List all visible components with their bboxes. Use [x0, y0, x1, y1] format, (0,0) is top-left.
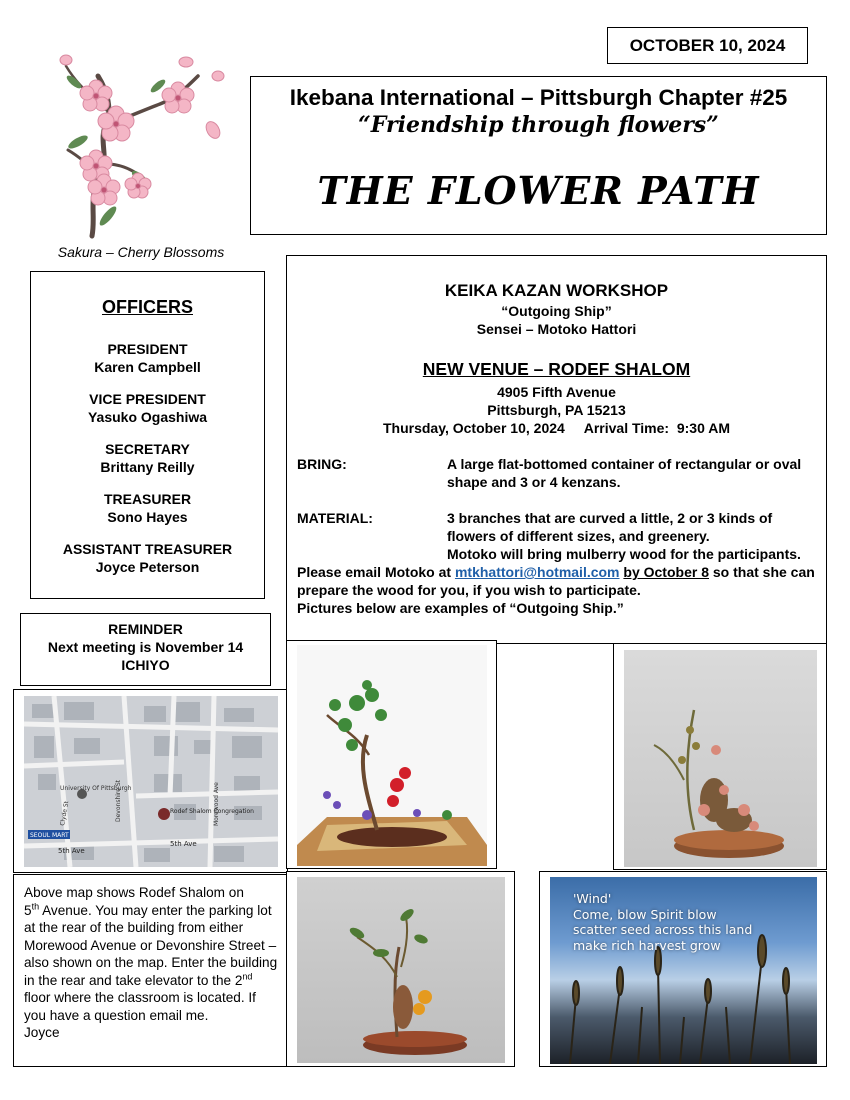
officer-entry: [31, 490, 264, 526]
note-text: Above map shows Rodef Shalom on: [24, 885, 244, 900]
map-label-5th-ave-east: 5th Ave: [170, 840, 197, 848]
issue-date: OCTOBER 10, 2024: [629, 35, 786, 55]
directions-note: [13, 874, 288, 1067]
map-graphic: [24, 696, 278, 867]
officer-entry: [31, 390, 264, 426]
officer-name: Karen Campbell: [94, 359, 201, 375]
poem-image: [550, 877, 817, 1064]
pictures-caption: Pictures below are examples of “Outgoing Ship.”: [297, 600, 624, 616]
map-label-clyde: Clyde St: [59, 800, 71, 827]
map-label-seoul-mart: SEOUL MART: [30, 832, 69, 839]
bring-label: BRING:: [297, 456, 347, 472]
reminder-title: REMINDER: [108, 621, 183, 637]
map-label-devonshire: Devonshire St: [115, 779, 122, 822]
note-text: 5: [24, 902, 32, 918]
instructions-text: Please email Motoko at: [297, 564, 455, 580]
reminder-line: Next meeting is November 14: [47, 639, 244, 655]
officer-name: Sono Hayes: [107, 509, 188, 525]
arrangement-photo-3: [297, 877, 505, 1063]
bring-row: [297, 455, 826, 491]
instructions-text: so that she can prepare the wood for you, if you wish to participate.: [297, 564, 815, 598]
location-map: [24, 696, 278, 867]
note-superscript: nd: [242, 970, 253, 981]
venue-address-city: Pittsburgh, PA 15213: [487, 402, 626, 418]
arrangement-photo-2-frame: [613, 643, 827, 870]
map-label-university: University Of Pittsburgh: [60, 785, 132, 792]
officers-heading: OFFICERS: [101, 297, 193, 317]
poem-line: Come, blow Spirit blow: [573, 906, 717, 922]
material-label: MATERIAL:: [297, 510, 373, 526]
deadline: by October 8: [623, 564, 709, 580]
note-text: floor where the classroom is located. If you have a question email me.: [24, 990, 256, 1023]
note-signature: Joyce: [24, 1025, 60, 1040]
material-row: [297, 509, 826, 563]
workshop-datetime: Thursday, October 10, 2024 Arrival Time: 9:30 AM: [382, 420, 731, 436]
note-text: Avenue. You may enter the parking lot at the rear of the building from either Morewood Avenue or Devonshire Street – also shown on the map. Enter the building in the rear and take elevator to the 2: [24, 902, 278, 988]
poem-title: 'Wind': [573, 891, 612, 906]
email-instructions: [297, 563, 817, 617]
bring-text: A large flat-bottomed container of rectangular or oval shape and 3 or 4 kenzans.: [447, 456, 802, 490]
officer-title: TREASURER: [103, 491, 192, 507]
officer-title: ASSISTANT TREASURER: [62, 541, 233, 557]
reminder-box: [20, 613, 271, 686]
venue-title: NEW VENUE – RODEF SHALOM: [422, 359, 691, 379]
workshop-title: KEIKA KAZAN WORKSHOP: [444, 281, 669, 300]
officer-title: VICE PRESIDENT: [89, 391, 206, 407]
blossom-caption: Sakura – Cherry Blossoms: [57, 244, 225, 260]
officer-name: Yasuko Ogashiwa: [87, 409, 208, 425]
officer-name: Joyce Peterson: [95, 559, 200, 575]
date-box: [607, 27, 808, 64]
poem-text: [573, 891, 752, 953]
map-label-morewood: Morewood Ave: [213, 782, 220, 826]
officer-title: PRESIDENT: [107, 341, 188, 357]
reminder-line: ICHIYO: [121, 657, 170, 673]
arrangement-photo-3-frame: [286, 871, 515, 1067]
arrangement-photo-1-frame: [286, 640, 497, 869]
officer-title: SECRETARY: [105, 441, 190, 457]
material-text-2: Motoko will bring mulberry wood for the participants.: [447, 546, 801, 562]
officer-entry: [31, 440, 264, 476]
organization-name: Ikebana International – Pittsburgh Chapter #25: [289, 85, 788, 110]
map-frame: [13, 689, 288, 873]
cherry-blossom-illustration: [48, 46, 238, 242]
officers-box: [30, 271, 265, 599]
material-text-block: [447, 509, 812, 563]
poem-line: scatter seed across this land: [573, 922, 753, 937]
officer-entry: [31, 540, 264, 576]
map-label-congregation: Rodef Shalom Congregation: [170, 808, 254, 815]
arrangement-photo-2: [624, 650, 817, 867]
arrangement-photo-1: [297, 645, 487, 866]
material-text: 3 branches that are curved a little, 2 or 3 kinds of flowers of different sizes, and greenery.: [447, 510, 773, 544]
poem-line: make rich harvest grow: [573, 937, 721, 953]
newsletter-title: THE FLOWER PATH: [317, 168, 760, 213]
venue-address-street: 4905 Fifth Avenue: [497, 384, 616, 400]
workshop-subtitle: “Outgoing Ship”: [501, 303, 612, 319]
officer-name: Brittany Reilly: [100, 459, 195, 475]
poem-image-frame: [539, 871, 827, 1067]
map-label-5th-ave: 5th Ave: [58, 847, 85, 855]
motto: “Friendship through flowers”: [358, 112, 719, 138]
email-link[interactable]: mtkhattori@hotmail.com: [454, 564, 620, 580]
officer-entry: [31, 340, 264, 376]
workshop-box: [286, 255, 827, 644]
note-superscript: th: [31, 900, 40, 911]
title-box: [250, 76, 827, 235]
workshop-sensei: Sensei – Motoko Hattori: [476, 321, 637, 337]
